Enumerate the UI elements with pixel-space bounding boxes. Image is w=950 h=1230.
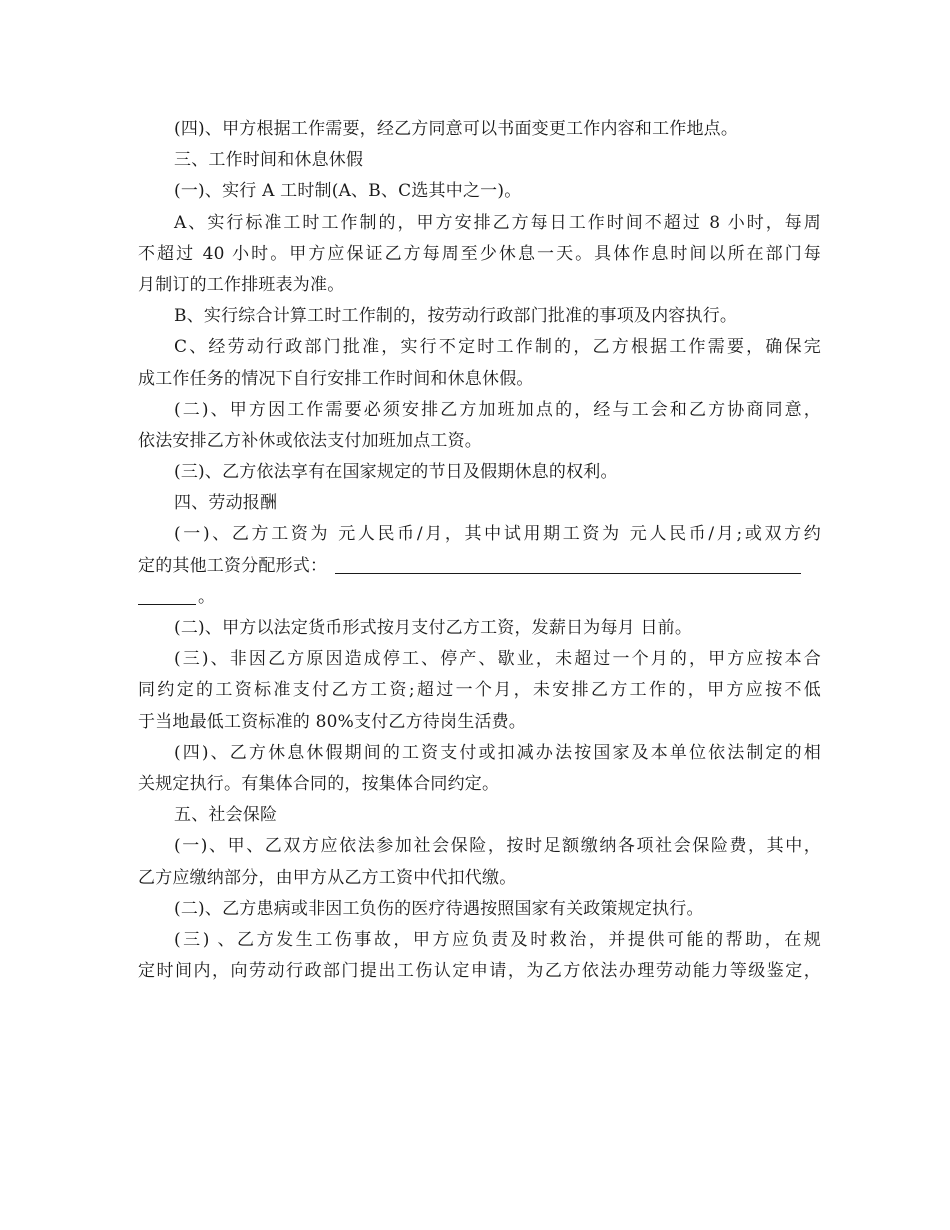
section-heading: 五、社会保险 <box>174 805 278 826</box>
paragraph-line: 乙方应缴纳部分，由甲方从乙方工资中代扣代缴。 <box>138 867 517 888</box>
paragraph-line: 月制订的工作排班表为准。 <box>138 274 345 295</box>
paragraph-line: 同约定的工资标准支付乙方工资;超过一个月，未安排乙方工作的，甲方应按不低 <box>138 680 821 701</box>
section-heading: 四、劳动报酬 <box>174 493 278 514</box>
fill-in-blank <box>335 572 801 574</box>
fill-in-blank <box>138 603 196 605</box>
paragraph-line: C、经劳动行政部门批准，实行不定时工作制的，乙方根据工作需要，确保完 <box>174 337 821 358</box>
paragraph-line: (三) 、乙方发生工伤事故，甲方应负责及时救治，并提供可能的帮助，在规 <box>174 929 821 950</box>
document-page <box>138 114 821 987</box>
paragraph-line: A、实行标准工时工作制的，甲方安排乙方每日工作时间不超过 8 小时，每周 <box>174 212 821 233</box>
paragraph-line: 关规定执行。有集体合同的，按集体合同约定。 <box>138 773 500 794</box>
paragraph-line: 成工作任务的情况下自行安排工作时间和休息休假。 <box>138 368 534 389</box>
paragraph-line: (四)、甲方根据工作需要，经乙方同意可以书面变更工作内容和工作地点。 <box>174 119 739 139</box>
paragraph-line: (二)、甲方因工作需要必须安排乙方加班加点的，经与工会和乙方协商同意， <box>174 399 821 420</box>
paragraph-line: (一)、甲、乙双方应依法参加社会保险，按时足额缴纳各项社会保险费，其中， <box>174 836 821 857</box>
paragraph-text: 定的其他工资分配形式： <box>138 555 328 576</box>
paragraph-line: (一)、乙方工资为 元人民币/月，其中试用期工资为 元人民币/月;或双方约 <box>174 524 821 545</box>
paragraph-line: (二)、甲方以法定货币形式按月支付乙方工资，发薪日为每月 日前。 <box>174 618 693 638</box>
paragraph-text: 。 <box>198 586 216 607</box>
paragraph-line: 定时间内，向劳动行政部门提出工伤认定申请，为乙方依法办理劳动能力等级鉴定， <box>138 961 821 982</box>
paragraph-line: (一)、实行 A 工时制(A、B、C选其中之一)。 <box>174 181 522 202</box>
paragraph-line: (四)、乙方休息休假期间的工资支付或扣减办法按国家及本单位依法制定的相 <box>174 742 821 763</box>
paragraph-line: (二)、乙方患病或非因工负伤的医疗待遇按照国家有关政策规定执行。 <box>174 898 704 919</box>
paragraph-line: (三)、非因乙方原因造成停工、停产、歇业，未超过一个月的，甲方应按本合 <box>174 649 821 670</box>
paragraph-line <box>138 551 821 582</box>
paragraph-line: B、实行综合计算工时工作制的，按劳动行政部门批准的事项及内容执行。 <box>174 306 738 327</box>
paragraph-line <box>138 582 821 613</box>
paragraph-line: 依法安排乙方补休或依法支付加班加点工资。 <box>138 430 482 451</box>
paragraph-line: 于当地最低工资标准的 80%支付乙方待岗生活费。 <box>138 711 526 732</box>
paragraph-line: 不超过 40 小时。甲方应保证乙方每周至少休息一天。具体作息时间以所在部门每 <box>138 243 821 264</box>
section-heading: 三、工作时间和休息休假 <box>174 150 364 171</box>
paragraph-line: (三)、乙方依法享有在国家规定的节日及假期休息的权利。 <box>174 462 618 483</box>
